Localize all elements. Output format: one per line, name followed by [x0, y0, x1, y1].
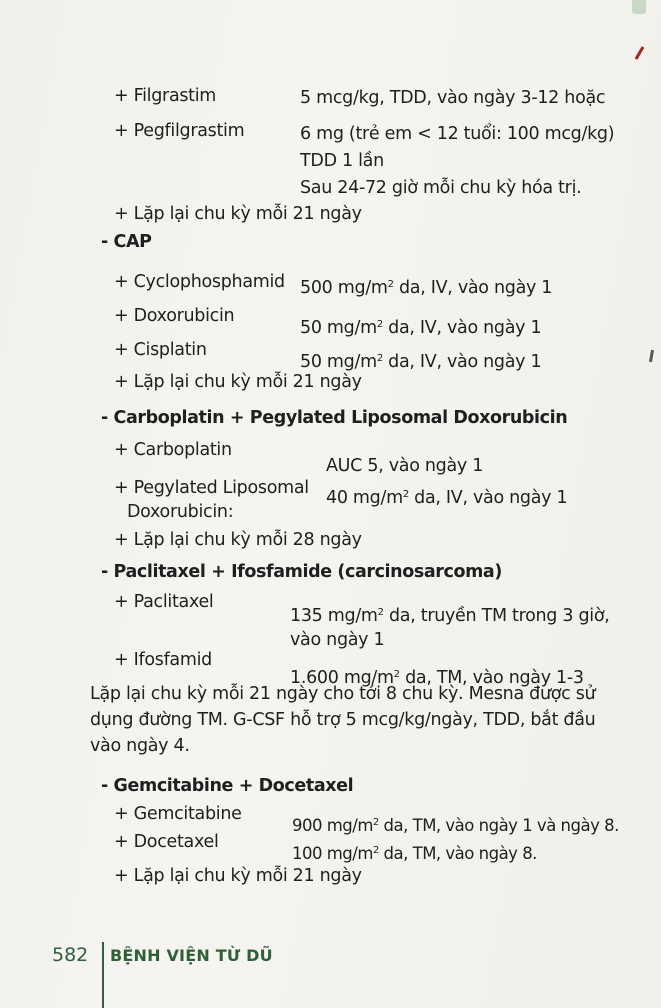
- repeat-cycle-21: + Lặp lại chu kỳ mỗi 21 ngày: [114, 204, 362, 224]
- margin-mark: [649, 350, 654, 362]
- dose-pegfilgrastim: 6 mg (trẻ em < 12 tuổi: 100 mcg/kg): [300, 124, 615, 144]
- drug-doxorubicin: + Doxorubicin: [114, 306, 235, 326]
- footer-divider: [102, 942, 104, 1008]
- regimen-heading-cap: - CAP: [101, 232, 152, 252]
- repeat-cycle-21: + Lặp lại chu kỳ mỗi 21 ngày: [114, 866, 362, 886]
- dose-paclitaxel-line2: vào ngày 1: [290, 630, 385, 650]
- drug-ifosfamid: + Ifosfamid: [114, 650, 212, 670]
- dose-gemcitabine: 900 $mg/m^2$ da, TM, vào ngày 1 và ngày 8.: [292, 816, 619, 835]
- page-number: 582: [52, 944, 89, 966]
- regimen-heading-gemcitabine-docetaxel: - Gemcitabine + Docetaxel: [101, 776, 354, 796]
- drug-filgrastim: + Filgrastim: [114, 86, 217, 106]
- drug-paclitaxel: + Paclitaxel: [114, 592, 214, 612]
- drug-carboplatin: + Carboplatin: [114, 440, 232, 460]
- dose-paclitaxel: 135 $mg/m^2$ da, truyền TM trong 3 giờ,: [290, 606, 610, 626]
- footer-hospital-name: BỆNH VIỆN TỪ DŨ: [110, 946, 273, 965]
- drug-docetaxel: + Docetaxel: [114, 832, 219, 852]
- dose-docetaxel: 100 $mg/m^2$ da, TM, vào ngày 8.: [292, 844, 537, 863]
- dose-cisplatin: 50 $mg/m^2$ da, IV, vào ngày 1: [300, 352, 542, 372]
- note-paragraph-line3: vào ngày 4.: [90, 736, 190, 756]
- page-corner-mark: [632, 0, 646, 14]
- dose-carboplatin: AUC 5, vào ngày 1: [326, 456, 484, 476]
- regimen-heading-paclitaxel-ifosfamide: - Paclitaxel + Ifosfamide (carcinosarcoma): [101, 562, 502, 582]
- drug-pegfilgrastim: + Pegfilgrastim: [114, 121, 245, 141]
- drug-cyclophosphamid: + Cyclophosphamid: [114, 272, 285, 292]
- repeat-cycle-21: + Lặp lại chu kỳ mỗi 21 ngày: [114, 372, 362, 392]
- dose-pegfilgrastim-line2: TDD 1 lần: [300, 151, 384, 171]
- drug-pegylated-liposomal-line2: Doxorubicin:: [127, 502, 234, 522]
- dose-doxorubicin: 50 $mg/m^2$ da, IV, vào ngày 1: [300, 318, 542, 338]
- drug-pegylated-liposomal: + Pegylated Liposomal: [114, 478, 309, 498]
- note-paragraph-line1: Lặp lại chu kỳ mỗi 21 ngày cho tới 8 chu kỳ. Mesna được sử: [90, 684, 596, 704]
- drug-gemcitabine: + Gemcitabine: [114, 804, 242, 824]
- margin-mark: [635, 46, 645, 60]
- dose-cyclophosphamid: 500 $mg/m^2$ da, IV, vào ngày 1: [300, 278, 553, 298]
- regimen-heading-carboplatin-pld: - Carboplatin + Pegylated Liposomal Doxorubicin: [101, 408, 568, 428]
- dose-filgrastim: 5 mcg/kg, TDD, vào ngày 3-12 hoặc: [300, 88, 606, 108]
- dose-pegylated-liposomal: 40 $mg/m^2$ da, IV, vào ngày 1: [326, 488, 568, 508]
- dose-ifosfamid: 1.600 $mg/m^2$ da, TM, vào ngày 1-3: [290, 668, 584, 688]
- dose-pegfilgrastim-line3: Sau 24-72 giờ mỗi chu kỳ hóa trị.: [300, 178, 582, 198]
- drug-cisplatin: + Cisplatin: [114, 340, 207, 360]
- repeat-cycle-28: + Lặp lại chu kỳ mỗi 28 ngày: [114, 530, 362, 550]
- note-paragraph-line2: dụng đường TM. G-CSF hỗ trợ 5 mcg/kg/ngày, TDD, bắt đầu: [90, 710, 596, 730]
